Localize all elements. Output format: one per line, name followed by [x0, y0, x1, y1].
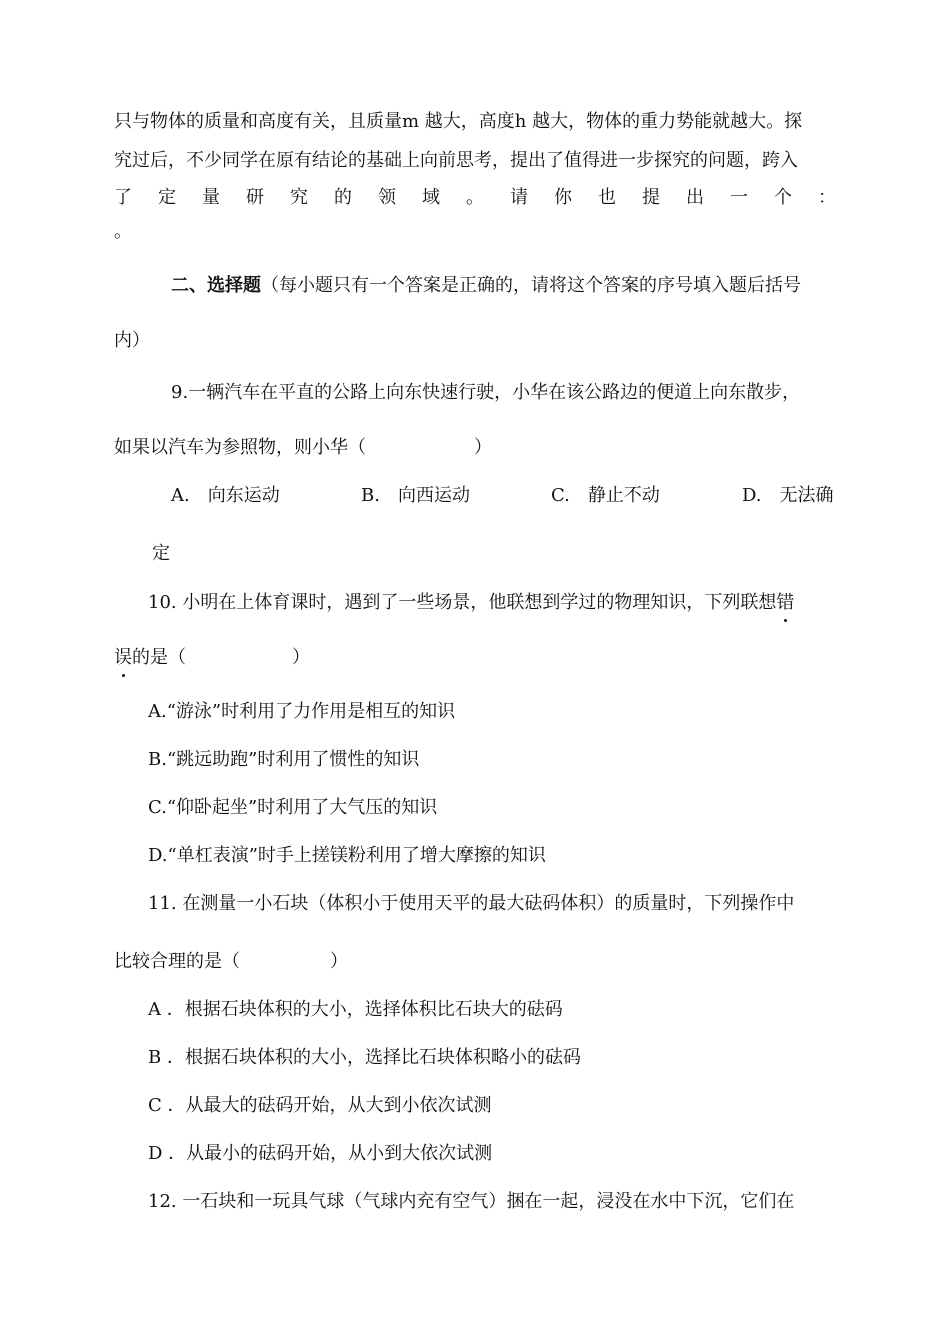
justified-char: 究	[290, 187, 308, 208]
paragraph-line: 究过后，不少同学在原有结论的基础上向前思考，提出了值得进一步探究的问题，跨入	[114, 150, 798, 171]
justified-char: 研	[246, 187, 264, 208]
justified-char: 个	[774, 187, 792, 208]
section-instruction-cont: 内）	[114, 330, 150, 351]
question-11-option-b: B ．根据石块体积的大小，选择比石块体积略小的砝码	[148, 1047, 581, 1068]
question-10-text-cont	[114, 646, 310, 670]
question-10-option-d: D.“单杠表演”时手上搓镁粉利用了增大摩擦的知识	[148, 845, 546, 866]
justified-char: 的	[334, 187, 352, 208]
justified-char: 也	[598, 187, 616, 208]
question-9-stem: 如果以汽车为参照物，则小华（	[114, 437, 366, 458]
question-11-bracket: ）	[330, 951, 348, 972]
question-10-option-c: C.“仰卧起坐”时利用了大气压的知识	[148, 797, 438, 818]
justified-char: 提	[642, 187, 660, 208]
option-d: D. 无法确	[742, 485, 834, 506]
justified-char: 请	[510, 187, 528, 208]
emphasis-char: 误	[114, 647, 132, 668]
question-11-option-c: C ．从最大的砝码开始，从大到小依次试测	[148, 1095, 492, 1116]
question-10-option-a: A.“游泳”时利用了力作用是相互的知识	[148, 701, 456, 722]
question-9-text: 9.一辆汽车在平直的公路上向东快速行驶，小华在该公路边的便道上向东散步，	[171, 382, 801, 403]
question-9-options	[171, 484, 851, 508]
option-c: C. 静止不动	[551, 485, 660, 506]
question-11-text: 11. 在测量一小石块（体积小于使用天平的最大砝码体积）的质量时，下列操作中	[148, 893, 795, 914]
paragraph-justified-line	[114, 186, 836, 210]
option-a: A. 向东运动	[171, 485, 280, 506]
justified-char: 了	[114, 187, 132, 208]
question-10-bracket: ）	[292, 647, 310, 668]
section-instruction: （每小题只有一个答案是正确的，请将这个答案的序号填入题后括号	[261, 275, 801, 296]
justified-char: 。	[466, 187, 484, 208]
option-d-cont: 定	[152, 543, 170, 564]
question-10-text	[148, 591, 794, 615]
question-10-stem-end: 的是（	[132, 647, 186, 668]
justified-char: 出	[686, 187, 704, 208]
paragraph-line: 。	[114, 221, 132, 242]
paragraph-line: 只与物体的质量和高度有关，且质量m 越大，高度h 越大，物体的重力势能就越大。探	[114, 111, 803, 132]
section-title: 二、选择题	[171, 275, 261, 296]
question-11-text-cont	[114, 950, 348, 974]
question-10-stem: 10. 小明在上体育课时，遇到了一些场景，他联想到学过的物理知识，下列联想	[148, 592, 777, 613]
question-10-option-b: B.“跳远助跑”时利用了惯性的知识	[148, 749, 420, 770]
question-11-option-a: A ．根据石块体积的大小，选择体积比石块大的砝码	[148, 999, 563, 1020]
question-9-text-cont	[114, 436, 492, 460]
justified-char: 一	[730, 187, 748, 208]
justified-char: 定	[158, 187, 176, 208]
justified-char: 领	[378, 187, 396, 208]
question-11-stem: 比较合理的是（	[114, 951, 240, 972]
option-b: B. 向西运动	[361, 485, 470, 506]
justified-char: 量	[202, 187, 220, 208]
emphasis-char: 错	[776, 592, 795, 613]
question-11-option-d: D ．从最小的砝码开始，从小到大依次试测	[148, 1143, 493, 1164]
section-heading	[171, 274, 801, 298]
justified-char: 你	[554, 187, 572, 208]
question-12-text: 12. 一石块和一玩具气球（气球内充有空气）捆在一起，浸没在水中下沉，它们在	[148, 1191, 795, 1212]
justified-char: ：	[818, 187, 836, 208]
question-9-bracket: ）	[474, 437, 492, 458]
justified-char: 域	[422, 187, 440, 208]
